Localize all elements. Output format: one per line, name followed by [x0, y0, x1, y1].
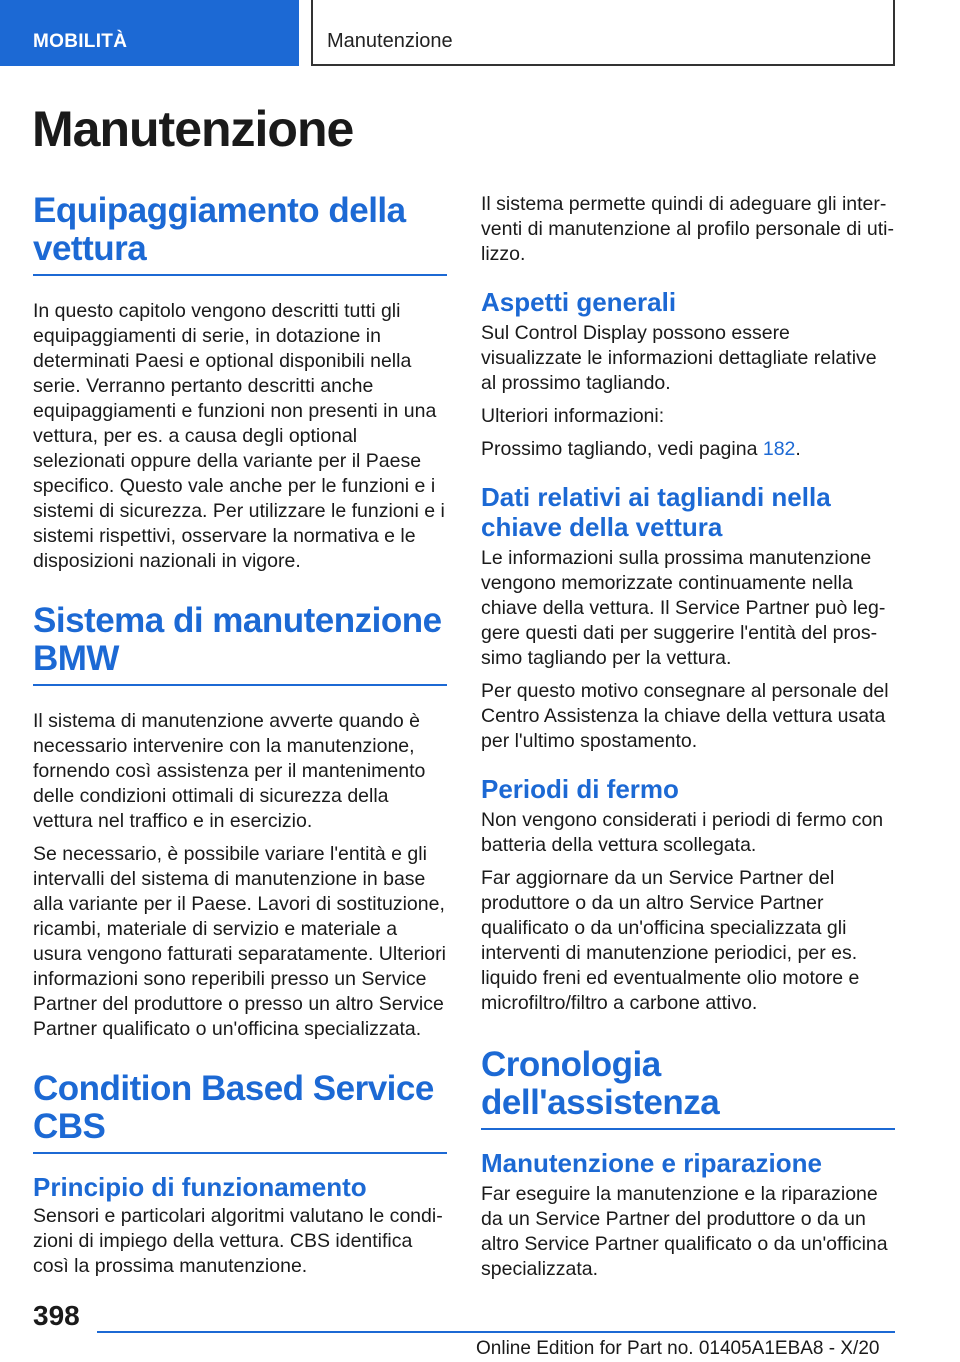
more-info-text: Ulteriori informazioni: [481, 405, 665, 427]
subheading-general: Aspetti generali [481, 287, 677, 317]
section-heading-service-history: Cronologia dell'assistenza [481, 1046, 895, 1130]
subheading-principle: Principio di funzionamento [33, 1172, 367, 1202]
footer-edition: Online Edition for Part no. 01405A1EBA8 - X/20 [476, 1338, 880, 1359]
maintenance-text-1: Il sistema di manutenzione avverte quando è necessario intervenire con la manutenzione, fornendo così assistenza per il mantenimento delle condizioni ottimali di sicurezza della vettura nel traffico e in esercizio. [33, 710, 426, 832]
page-title: Manutenzione [32, 101, 354, 157]
section-heading-maintenance-system: Sistema di manutenzione BMW [33, 602, 447, 686]
right-column [481, 192, 895, 1282]
chapter-header [311, 0, 895, 66]
key-data-text-1: Le informazioni sulla prossima manutenzione vengono memorizzate continuamente nella chiave della vettura. Il Service Partner può leggere questi dati per suggerire l'entità del prossimo tagliando per la vettura. [481, 547, 886, 669]
section-heading-equipment: Equipaggiamento della vettura [33, 192, 447, 276]
section-tab: MOBILITÀ [0, 0, 299, 66]
section-heading-cbs: Condition Based Service CBS [33, 1070, 447, 1154]
left-column [33, 192, 447, 1279]
next-service-suffix: . [795, 438, 801, 460]
subheading-idle-periods: Periodi di fermo [481, 774, 679, 804]
equipment-text: In questo capitolo vengono descritti tutti gli equipaggiamenti di serie, in dotazione in determinati Paesi e optional disponibili nella serie. Verranno pertanto descritti anche equipaggiamenti e funzioni non presenti in una vettura, per es. a causa degli optional selezionati oppure della variante per il Paese specifico. Questo vale anche per le funzioni e i sistemi di sicurezza. Per utilizzare le funzioni e i sistemi rispettivi, osservare la normativa e le disposizioni nazionali in vigore. [33, 300, 445, 572]
cbs-continued-text: Il sistema permette quindi di adeguare gli interventi di manutenzione al profilo personale di utilizzo. [481, 193, 895, 265]
idle-text-2: Far aggiornare da un Service Partner del produttore o da un altro Service Partner qualificato o da un'officina specializzata gli interventi di manutenzione periodici, per es. liquido freni ed eventualmente olio motore e microfiltro/filtro a carbone attivo. [481, 867, 860, 1014]
page-link[interactable]: 182 [762, 438, 796, 460]
page-number: 398 [33, 1300, 80, 1331]
general-text: Sul Control Display possono essere visualizzate le informazioni dettagliate relative al prossimo tagliando. [481, 322, 877, 394]
footer-divider [97, 1331, 895, 1333]
maintenance-text-2: Se necessario, è possibile variare l'entità e gli intervalli del sistema di manutenzione in base alla variante per il Paese. Lavori di sostituzione, ricambi, materiale di servizio e materiale a usura vengono fatturati separatamente. Ulteriori informazioni sono reperibili presso un Service Partner del produttore o presso un altro Service Partner qualificato o un'officina specializzata. [33, 843, 446, 1040]
key-data-text-2: Per questo motivo consegnare al personale del Centro Assistenza la chiave della vettura usata per l'ultimo spostamento. [481, 680, 889, 752]
subheading-key-data: Dati relativi ai tagliandi nella chiave della vettura [481, 482, 831, 542]
next-service-text [481, 437, 895, 462]
repair-text: Far eseguire la manutenzione e la riparazione da un Service Partner del produttore o da un altro Service Partner qualificato o da un'officina specializzata. [481, 1183, 888, 1280]
subheading-repair: Manutenzione e riparazione [481, 1148, 822, 1178]
chapter-title: Manutenzione [327, 30, 453, 52]
principle-text: Sensori e particolari algoritmi valutano le condizioni di impiego della vettura. CBS identifica così la prossima manutenzione. [33, 1205, 443, 1277]
next-service-prefix: Prossimo tagliando, vedi pagina [481, 438, 763, 460]
idle-text-1: Non vengono considerati i periodi di fermo con batteria della vettura scollegata. [481, 809, 884, 856]
